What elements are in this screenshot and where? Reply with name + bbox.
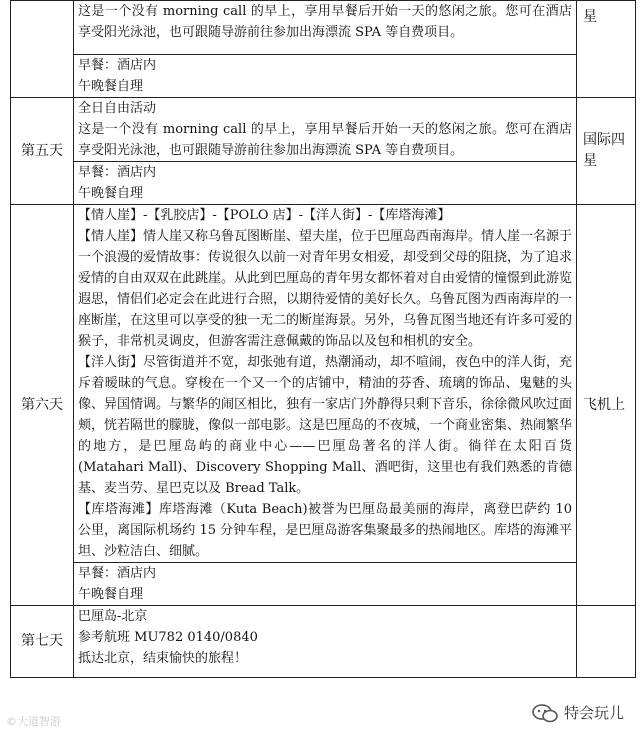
row-day-5-meals — [11, 162, 636, 205]
watermark-right-text: 特会玩儿 — [563, 704, 624, 722]
watermark-left: ©大道智游 — [6, 715, 61, 728]
hotel-cell: 国际四星 — [577, 98, 636, 205]
activity-cell — [74, 1, 577, 55]
activity-cell — [74, 98, 577, 162]
activity-title: 全日自由活动 — [78, 101, 157, 116]
row-day-5 — [11, 98, 636, 162]
day-cell: 第六天 — [11, 205, 74, 606]
breakfast-text: 早餐：酒店内 — [78, 165, 157, 180]
hotel-cell: 飞机上 — [577, 205, 636, 606]
activity-cell — [74, 205, 577, 563]
row-day-4-meals — [11, 55, 636, 98]
meal-cell — [74, 162, 577, 205]
lunch-dinner-text: 午晚餐自理 — [78, 587, 144, 602]
wechat-icon — [532, 703, 558, 723]
activity-text: 这是一个没有 morning call 的早上，享用早餐后开始一天的悠闲之旅。您可在酒店享受阳光泳池，也可跟随导游前往参加出海漂流 SPA 等自费项目。 — [78, 122, 572, 158]
kuta-beach-text: 【库塔海滩】库塔海滩（Kuta Beach)被誉为巴厘岛最美丽的海岸，离登巴萨约 10 公里，离国际机场约 15 分钟车程，是巴厘岛游客集聚最多的热闹地区。库塔的海滩平坦、沙粒洁白、细腻。 — [78, 502, 572, 559]
lunch-dinner-text: 午晚餐自理 — [78, 79, 144, 94]
route-text: 巴厘岛-北京 — [78, 609, 148, 624]
row-day-6 — [11, 205, 636, 563]
route-text: 【情人崖】-【乳胶店】-【POLO 店】-【洋人街】-【库塔海滩】 — [78, 208, 451, 223]
hotel-cell: 星 — [577, 1, 636, 98]
itinerary-table — [10, 0, 636, 678]
watermark-right — [532, 702, 624, 723]
legian-street-text: 【洋人街】尽管街道并不宽，却张弛有道，热潮涌动，却不喧闹，夜色中的洋人街，充斥着暧昧的气息。穿梭在一个又一个的店铺中，精油的芬香、琉璃的饰品、鬼魅的头像、异国情调。与繁华的闹区相比，独有一家店门外静得只剩下音乐，徐徐微风吹过面颊，恍若隔世的朦胧，像似一部电影。这是巴厘岛的不夜城，一个商业密集、热闹繁华的地方，是巴厘岛屿的商业中心——巴厘岛著名的洋人街。徜徉在太阳百货(Matahari Mall)、Discovery Shopping Mall、酒吧街，这里也有我们熟悉的肯德基、麦当劳、星巴克以及 Bread Talk。 — [78, 355, 573, 496]
activity-cell — [74, 606, 577, 678]
row-day-7 — [11, 606, 636, 678]
meal-cell — [74, 563, 577, 606]
flight-text: 参考航班 MU782 0140/0840 — [78, 630, 258, 645]
lunch-dinner-text: 午晚餐自理 — [78, 186, 144, 201]
hotel-cell — [577, 606, 636, 678]
breakfast-text: 早餐：酒店内 — [78, 566, 157, 581]
day-cell: 第七天 — [11, 606, 74, 678]
day-cell — [11, 1, 74, 98]
row-day-4-continued — [11, 1, 636, 55]
itinerary-sheet — [10, 0, 635, 678]
arrival-text: 抵达北京，结束愉快的旅程！ — [78, 651, 248, 666]
activity-text: 这是一个没有 morning call 的早上，享用早餐后开始一天的悠闲之旅。您可在酒店享受阳光泳池，也可跟随导游前往参加出海漂流 SPA 等自费项目。 — [78, 4, 572, 40]
meal-cell — [74, 55, 577, 98]
breakfast-text: 早餐：酒店内 — [78, 58, 157, 73]
row-day-6-meals — [11, 563, 636, 606]
lovers-cliff-text: 【情人崖】情人崖又称乌鲁瓦图断崖、望夫崖，位于巴厘岛西南海岸。情人崖一名源于一个浪漫的爱情故事：传说很久以前一对青年男女相爱，却受到父母的阻挠，为了追求爱情的自由双双在此跳崖。从此到巴厘岛的青年男女都怀着对自由爱情的憧憬到此游览遐思，情侣们必定会在此进行合照，以期待爱情的美好长久。乌鲁瓦图为西南海岸的一座断崖，在这里可以享受的独一无二的断崖海景。另外，乌鲁瓦图当地还有许多可爱的猴子，非常机灵调皮，但游客需注意佩戴的饰品以及包和相机的安全。 — [78, 229, 573, 349]
day-cell: 第五天 — [11, 98, 74, 205]
